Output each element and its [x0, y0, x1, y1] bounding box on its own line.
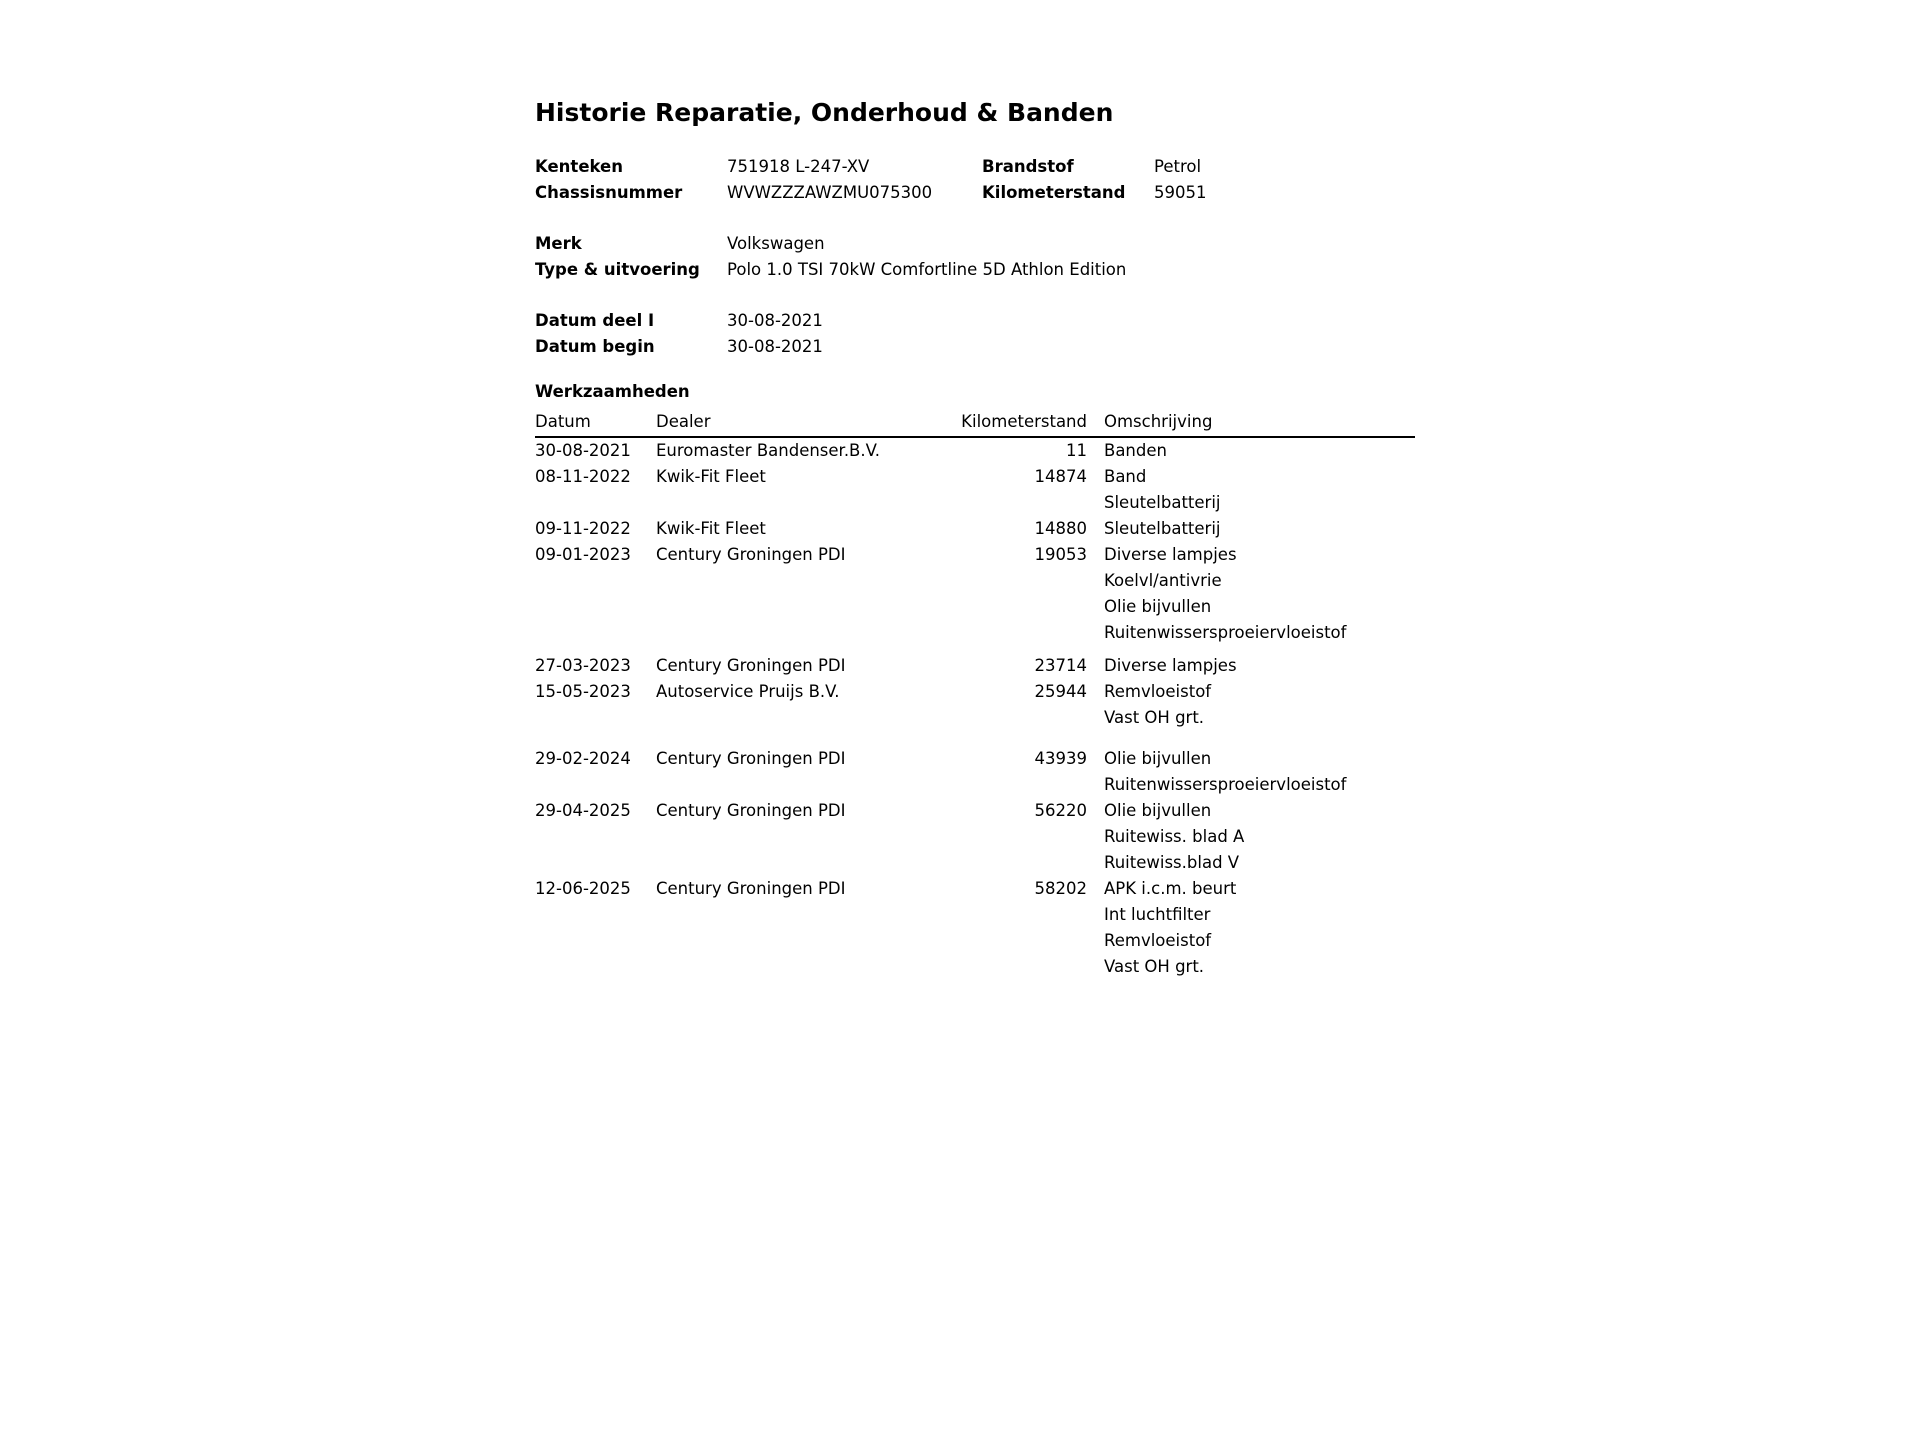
cell-dealer: Autoservice Pruijs B.V.	[656, 682, 840, 701]
table-line	[535, 798, 1415, 824]
cell-omschrijving: Remvloeistof	[1104, 682, 1212, 701]
cell-kilometerstand: 23714	[1034, 656, 1087, 675]
cell-omschrijving: Ruitewiss. blad A	[1104, 827, 1245, 846]
table-line	[535, 568, 1415, 594]
table-line	[535, 516, 1415, 542]
werkzaamheden-heading: Werkzaamheden	[535, 382, 690, 401]
kenteken-value: 751918 L-247-XV	[727, 157, 870, 176]
table-line	[535, 705, 1415, 731]
table-line	[535, 464, 1415, 490]
datum-deel-value: 30-08-2021	[727, 311, 823, 330]
info-row-datum-begin	[535, 334, 1415, 360]
cell-datum: 29-02-2024	[535, 749, 631, 768]
table-line	[535, 542, 1415, 568]
cell-kilometerstand: 25944	[1034, 682, 1087, 701]
table-line	[535, 746, 1415, 772]
cell-kilometerstand: 11	[1066, 441, 1087, 460]
cell-omschrijving: Olie bijvullen	[1104, 597, 1212, 616]
cell-dealer: Century Groningen PDI	[656, 545, 846, 564]
brandstof-value: Petrol	[1154, 157, 1202, 176]
work-table	[535, 409, 1415, 980]
table-line	[535, 876, 1415, 902]
cell-omschrijving: Ruitenwissersproeiervloeistof	[1104, 775, 1347, 794]
cell-kilometerstand: 14874	[1034, 467, 1087, 486]
merk-label: Merk	[535, 234, 582, 253]
cell-dealer: Kwik-Fit Fleet	[656, 519, 766, 538]
cell-datum: 30-08-2021	[535, 441, 631, 460]
cell-omschrijving: Banden	[1104, 441, 1167, 460]
cell-omschrijving: Koelvl/antivrie	[1104, 571, 1222, 590]
vehicle-info-model	[535, 231, 1415, 283]
cell-omschrijving: Sleutelbatterij	[1104, 519, 1221, 538]
work-table-header	[535, 409, 1415, 438]
page-title: Historie Reparatie, Onderhoud & Banden	[535, 98, 1114, 127]
cell-omschrijving: Ruitewiss.blad V	[1104, 853, 1240, 872]
cell-datum: 08-11-2022	[535, 467, 631, 486]
table-row	[535, 542, 1415, 646]
table-row	[535, 464, 1415, 516]
cell-dealer: Century Groningen PDI	[656, 749, 846, 768]
table-row	[535, 798, 1415, 876]
table-row	[535, 746, 1415, 798]
table-line	[535, 679, 1415, 705]
cell-omschrijving: Int luchtfilter	[1104, 905, 1211, 924]
cell-omschrijving: Ruitenwissersproeiervloeistof	[1104, 623, 1347, 642]
cell-datum: 27-03-2023	[535, 656, 631, 675]
info-row-type	[535, 257, 1415, 283]
table-line	[535, 594, 1415, 620]
table-line	[535, 902, 1415, 928]
type-label: Type & uitvoering	[535, 260, 700, 279]
info-row-chassis	[535, 180, 1415, 206]
table-row	[535, 653, 1415, 679]
cell-datum: 12-06-2025	[535, 879, 631, 898]
cell-kilometerstand: 58202	[1034, 879, 1087, 898]
cell-omschrijving: Olie bijvullen	[1104, 749, 1212, 768]
info-row-merk	[535, 231, 1415, 257]
cell-dealer: Century Groningen PDI	[656, 656, 846, 675]
work-table-body	[535, 438, 1415, 980]
cell-datum: 09-11-2022	[535, 519, 631, 538]
table-row	[535, 876, 1415, 980]
table-line	[535, 653, 1415, 679]
type-value: Polo 1.0 TSI 70kW Comfortline 5D Athlon Edition	[727, 260, 1127, 279]
cell-dealer: Euromaster Bandenser.B.V.	[656, 441, 881, 460]
cell-omschrijving: Sleutelbatterij	[1104, 493, 1221, 512]
datum-deel-label: Datum deel I	[535, 311, 655, 330]
kilometerstand-label: Kilometerstand	[982, 183, 1126, 202]
header-kilometerstand: Kilometerstand	[961, 412, 1087, 431]
document-page	[535, 96, 1415, 980]
table-line	[535, 772, 1415, 798]
table-row	[535, 679, 1415, 731]
cell-datum: 29-04-2025	[535, 801, 631, 820]
table-line	[535, 850, 1415, 876]
cell-datum: 09-01-2023	[535, 545, 631, 564]
cell-kilometerstand: 14880	[1034, 519, 1087, 538]
table-line	[535, 928, 1415, 954]
cell-kilometerstand: 43939	[1034, 749, 1087, 768]
cell-omschrijving: Remvloeistof	[1104, 931, 1212, 950]
merk-value: Volkswagen	[727, 234, 825, 253]
cell-omschrijving: Vast OH grt.	[1104, 708, 1205, 727]
vehicle-info-dates	[535, 308, 1415, 360]
cell-datum: 15-05-2023	[535, 682, 631, 701]
header-dealer: Dealer	[656, 412, 711, 431]
cell-omschrijving: Olie bijvullen	[1104, 801, 1212, 820]
cell-omschrijving: Band	[1104, 467, 1147, 486]
header-datum: Datum	[535, 412, 591, 431]
cell-dealer: Century Groningen PDI	[656, 879, 846, 898]
table-line	[535, 824, 1415, 850]
kenteken-label: Kenteken	[535, 157, 623, 176]
cell-kilometerstand: 19053	[1034, 545, 1087, 564]
table-row	[535, 438, 1415, 464]
table-row	[535, 516, 1415, 542]
chassis-value: WVWZZZAWZMU075300	[727, 183, 933, 202]
table-line	[535, 438, 1415, 464]
cell-omschrijving: Diverse lampjes	[1104, 656, 1237, 675]
table-line	[535, 620, 1415, 646]
header-omschrijving: Omschrijving	[1104, 412, 1213, 431]
table-line	[535, 954, 1415, 980]
table-line	[535, 490, 1415, 516]
info-row-kenteken	[535, 154, 1415, 180]
chassis-label: Chassisnummer	[535, 183, 683, 202]
brandstof-label: Brandstof	[982, 157, 1074, 176]
cell-omschrijving: APK i.c.m. beurt	[1104, 879, 1237, 898]
cell-omschrijving: Vast OH grt.	[1104, 957, 1205, 976]
vehicle-info-registration	[535, 154, 1415, 206]
cell-dealer: Kwik-Fit Fleet	[656, 467, 766, 486]
info-row-datum-deel	[535, 308, 1415, 334]
cell-kilometerstand: 56220	[1034, 801, 1087, 820]
kilometerstand-value: 59051	[1154, 183, 1207, 202]
datum-begin-value: 30-08-2021	[727, 337, 823, 356]
cell-dealer: Century Groningen PDI	[656, 801, 846, 820]
cell-omschrijving: Diverse lampjes	[1104, 545, 1237, 564]
datum-begin-label: Datum begin	[535, 337, 655, 356]
